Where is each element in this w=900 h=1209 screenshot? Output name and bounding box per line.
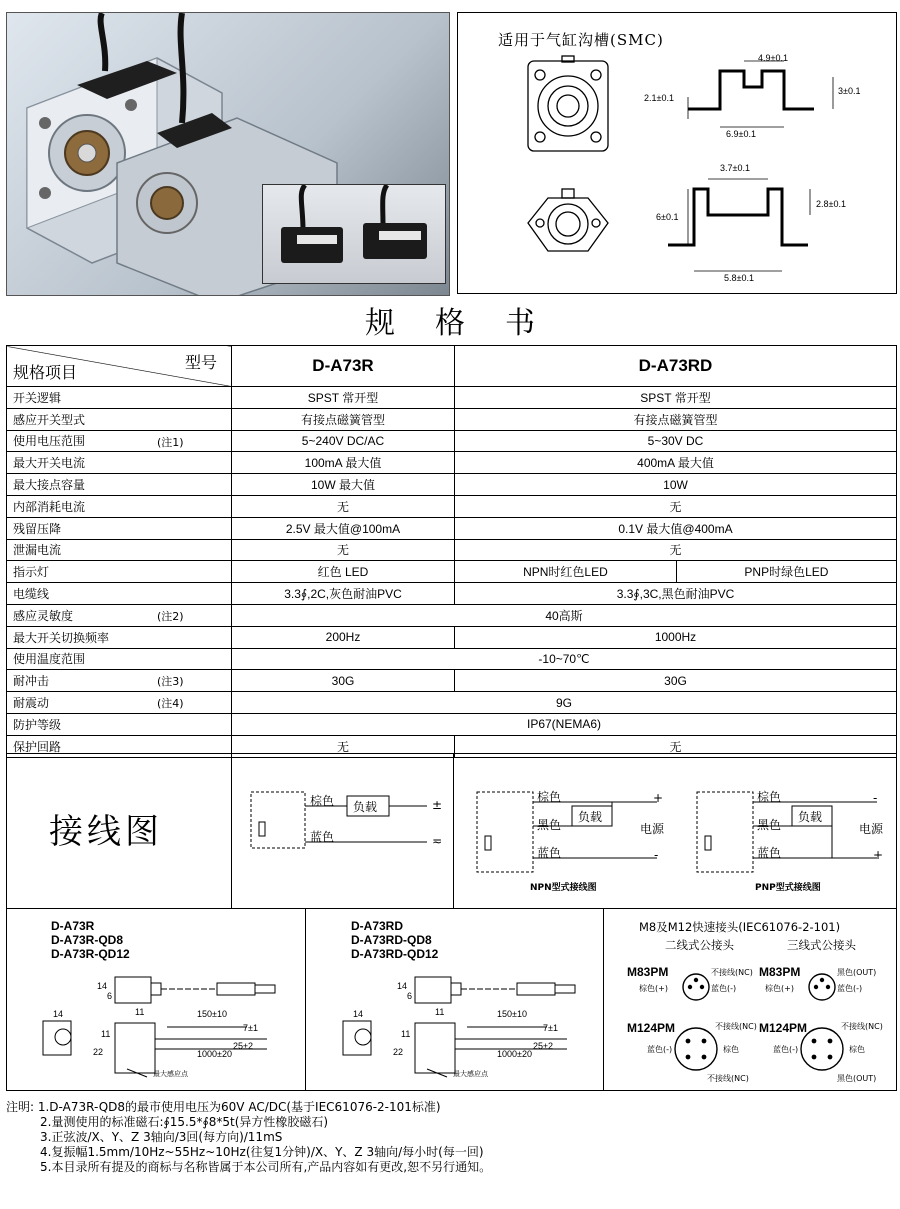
spec-label	[7, 626, 232, 648]
b-dim-11: 11	[435, 1007, 445, 1017]
groove-dimension-drawings	[458, 13, 895, 292]
smc-groove-panel	[457, 12, 897, 294]
b-max-point: 最大感应点	[453, 1071, 488, 1078]
dimension-section	[6, 909, 897, 1091]
spec-label	[7, 648, 232, 670]
table-corner-header	[7, 346, 232, 387]
spec-label-text: 使用电压范围	[13, 434, 86, 449]
model-a-3: D-A73R-QD12	[51, 947, 130, 961]
spec-value-a: 10W 最大值	[232, 474, 455, 496]
spec-row	[7, 452, 897, 474]
a-dim-150: 150±10	[197, 1009, 227, 1019]
a-dim-7: 7±1	[243, 1023, 258, 1033]
spec-value-a: 红色 LED	[232, 561, 455, 583]
a-dim-22: 22	[93, 1047, 104, 1057]
spec-label	[7, 452, 232, 474]
spec-value-shared: IP67(NEMA6)	[232, 713, 897, 735]
b-dim-14-top: 14	[397, 981, 408, 991]
spec-value-b: 无	[455, 495, 897, 517]
spec-table	[6, 345, 897, 758]
power-pnp: 电源	[859, 822, 884, 836]
wire-brown-pnp: 棕色	[757, 790, 782, 804]
spec-value-b: 无	[455, 735, 897, 757]
spec-label	[7, 517, 232, 539]
spec-label-text: 耐震动	[13, 696, 50, 711]
spec-label	[7, 692, 232, 714]
sensor-dimension-drawings	[7, 909, 603, 1090]
wire-blue-pnp: 蓝色	[757, 846, 782, 860]
ac-minus: ≂	[432, 834, 443, 848]
spec-value-b1: NPN时红色LED	[455, 561, 677, 583]
connector-pinouts	[604, 909, 896, 1090]
pin-brown-a: 棕色(+)	[639, 984, 668, 993]
power-npn: 电源	[640, 822, 665, 836]
a-dim-25: 25±2	[233, 1041, 253, 1051]
wire-black-pnp: 黑色	[757, 818, 782, 832]
spec-label-text: 指示灯	[13, 565, 50, 580]
spec-row	[7, 430, 897, 452]
two-wire-title: 二线式公接头	[665, 938, 734, 952]
spec-label	[7, 670, 232, 692]
pnp-minus: -	[873, 791, 878, 805]
spec-row	[7, 408, 897, 430]
wire-black-npn: 黑色	[537, 818, 562, 832]
pin-blue-a: 蓝色(-)	[711, 984, 737, 993]
model-a-1: D-A73R	[51, 919, 95, 933]
spec-note: (注2)	[157, 609, 184, 623]
spec-label	[7, 430, 232, 452]
spec-note: (注3)	[157, 675, 184, 689]
spec-label-text: 内部消耗电流	[13, 499, 86, 514]
pin-brown-b: 棕色(+)	[765, 984, 794, 993]
ac-plus: ±	[432, 798, 443, 812]
load-npn: 负载	[578, 810, 603, 824]
header-item: 规格项目	[13, 363, 78, 382]
note-2: 2.量测使用的标准磁石:∮15.5*∮8*5t(异方性橡胶磁石)	[40, 1115, 329, 1129]
spec-label-text: 最大接点容量	[13, 478, 86, 493]
pin-nc-c2: 不接线(NC)	[707, 1074, 749, 1083]
spec-label-text: 感应开关型式	[13, 412, 86, 427]
dim-4-9: 4.9±0.1	[758, 53, 788, 63]
dim-5-8: 5.8±0.1	[724, 273, 754, 283]
pin-nc-a: 不接线(NC)	[711, 968, 753, 977]
spec-value-a: 30G	[232, 670, 455, 692]
spec-note: (注4)	[157, 697, 184, 711]
spec-label	[7, 539, 232, 561]
pnp-caption: PNP型式接线图	[755, 883, 821, 893]
pin-brown-c: 棕色	[723, 1045, 739, 1054]
pin-blue-b: 蓝色(-)	[837, 984, 863, 993]
spec-row	[7, 713, 897, 735]
b-dim-11b: 11	[401, 1029, 411, 1039]
header-model: 型号	[184, 353, 217, 372]
spec-label	[7, 583, 232, 605]
spec-row	[7, 626, 897, 648]
npn-plus: +	[653, 791, 664, 805]
spec-value-a: 2.5V 最大值@100mA	[232, 517, 455, 539]
pin-nc-d: 不接线(NC)	[841, 1022, 883, 1031]
spec-label	[7, 408, 232, 430]
model-a-header: D-A73R	[232, 346, 455, 387]
pin-blue-c: 蓝色(-)	[647, 1045, 673, 1054]
spec-row	[7, 692, 897, 714]
a-dim-1000: 1000±20	[197, 1049, 232, 1059]
spec-row	[7, 561, 897, 583]
pin-blue-d: 蓝色(-)	[773, 1045, 799, 1054]
note-3: 3.正弦波/X、Y、Z 3轴向/3回(每方向)/11mS	[40, 1130, 283, 1144]
spec-label-text: 最大开关切换频率	[13, 630, 110, 645]
spec-value-a: 无	[232, 735, 455, 757]
spec-value-a: 3.3∮,2C,灰色耐油PVC	[232, 583, 455, 605]
m124pm-b: M124PM	[759, 1021, 808, 1035]
spec-value-shared: -10~70℃	[232, 648, 897, 670]
spec-value-b: SPST 常开型	[455, 387, 897, 409]
spec-value-b: 30G	[455, 670, 897, 692]
spec-label-text: 最大开关电流	[13, 456, 86, 471]
spec-row	[7, 648, 897, 670]
a-max-point: 最大感应点	[153, 1071, 188, 1078]
load-pnp: 负载	[798, 810, 823, 824]
b-dim-6: 6	[407, 991, 413, 1001]
b-dim-14: 14	[353, 1009, 364, 1019]
spec-label-text: 保护回路	[13, 739, 62, 754]
sensor-inset-photo	[262, 184, 446, 284]
load-a: 负载	[353, 800, 378, 814]
spec-label	[7, 495, 232, 517]
spec-label	[7, 604, 232, 626]
model-b-3: D-A73RD-QD12	[351, 947, 439, 961]
model-b-1: D-A73RD	[351, 919, 404, 933]
model-a-2: D-A73R-QD8	[51, 933, 124, 947]
spec-value-shared: 40高斯	[232, 604, 897, 626]
document-title: 规格书	[365, 306, 575, 341]
pin-out-d: 黑色(OUT)	[837, 1074, 877, 1083]
pin-out-b: 黑色(OUT)	[837, 968, 877, 977]
spec-label-text: 感应灵敏度	[13, 608, 74, 623]
b-dim-25: 25±2	[533, 1041, 553, 1051]
dim-3: 3±0.1	[838, 86, 861, 96]
a-dim-11: 11	[135, 1007, 145, 1017]
spec-row	[7, 604, 897, 626]
spec-value-b: 400mA 最大值	[455, 452, 897, 474]
b-dim-22: 22	[393, 1047, 404, 1057]
spec-label-text: 泄漏电流	[13, 543, 62, 558]
spec-label-text: 残留压降	[13, 521, 62, 536]
spec-row	[7, 474, 897, 496]
spec-label-text: 防护等级	[13, 717, 62, 732]
spec-label	[7, 474, 232, 496]
three-wire-title: 三线式公接头	[787, 938, 856, 952]
connector-title: M8及M12快速接头(IEC61076-2-101)	[639, 920, 841, 934]
a-dim-14: 14	[53, 1009, 64, 1019]
spec-value-b2: PNP时绿色LED	[676, 561, 896, 583]
spec-row	[7, 539, 897, 561]
m83pm-b: M83PM	[759, 965, 801, 979]
wiring-label: 接线图	[49, 812, 163, 852]
spec-row	[7, 387, 897, 409]
spec-value-a: 100mA 最大值	[232, 452, 455, 474]
spec-label-text: 耐冲击	[13, 674, 50, 689]
spec-label-text: 开关逻辑	[13, 390, 62, 405]
spec-value-b: 有接点磁簧管型	[455, 408, 897, 430]
b-dim-150: 150±10	[497, 1009, 527, 1019]
pin-nc-c1: 不接线(NC)	[715, 1022, 757, 1031]
spec-value-a: 有接点磁簧管型	[232, 408, 455, 430]
spec-value-a: 无	[232, 539, 455, 561]
wire-blue-a: 蓝色	[310, 830, 335, 844]
spec-row	[7, 495, 897, 517]
spec-label	[7, 387, 232, 409]
b-dim-1000: 1000±20	[497, 1049, 532, 1059]
note-1: 注明: 1.D-A73R-QD8的最市使用电压为60V AC/DC(基于IEC61076-2-101标准)	[6, 1100, 441, 1114]
note-5: 5.本目录所有提及的商标与名称皆属于本公司所有,产品内容如有更改,恕不另行通知。	[40, 1160, 492, 1174]
m124pm-a: M124PM	[627, 1021, 676, 1035]
dim-2-1: 2.1±0.1	[644, 93, 674, 103]
spec-label-text: 电缆线	[13, 587, 50, 602]
notes-block	[6, 1100, 491, 1175]
spec-value-a: 无	[232, 495, 455, 517]
dim-3-7: 3.7±0.1	[720, 163, 750, 173]
smc-title: 适用于气缸沟槽(SMC)	[498, 31, 664, 49]
pnp-plus: +	[873, 848, 884, 862]
spec-value-b: 3.3∮,3C,黑色耐油PVC	[455, 583, 897, 605]
spec-row	[7, 517, 897, 539]
wire-blue-npn: 蓝色	[537, 846, 562, 860]
wiring-section	[6, 753, 897, 909]
model-b-2: D-A73RD-QD8	[351, 933, 432, 947]
pin-brown-d: 棕色	[849, 1045, 865, 1054]
spec-label	[7, 561, 232, 583]
b-dim-7: 7±1	[543, 1023, 558, 1033]
spec-value-a: SPST 常开型	[232, 387, 455, 409]
spec-row	[7, 583, 897, 605]
spec-value-a: 200Hz	[232, 626, 455, 648]
spec-value-b: 1000Hz	[455, 626, 897, 648]
spec-value-b: 无	[455, 539, 897, 561]
spec-value-b: 10W	[455, 474, 897, 496]
npn-minus: -	[654, 848, 659, 862]
spec-value-b: 0.1V 最大值@400mA	[455, 517, 897, 539]
spec-label-text: 使用温度范围	[13, 652, 86, 667]
a-dim-11b: 11	[101, 1029, 111, 1039]
wire-brown-npn: 棕色	[537, 790, 562, 804]
npn-caption: NPN型式接线图	[530, 883, 597, 893]
dim-6: 6±0.1	[656, 212, 679, 222]
a-dim-14-top: 14	[97, 981, 108, 991]
spec-value-a: 5~240V DC/AC	[232, 430, 455, 452]
spec-row	[7, 670, 897, 692]
a-dim-6: 6	[107, 991, 113, 1001]
note-4: 4.复振幅1.5mm/10Hz~55Hz~10Hz(往复1分钟)/X、Y、Z 3轴向/每小时(每一回)	[40, 1145, 484, 1159]
dim-6-9: 6.9±0.1	[726, 129, 756, 139]
wire-brown-a: 棕色	[310, 794, 335, 808]
model-b-header: D-A73RD	[455, 346, 897, 387]
spec-value-b: 5~30V DC	[455, 430, 897, 452]
spec-note: (注1)	[157, 435, 184, 449]
spec-value-shared: 9G	[232, 692, 897, 714]
m83pm-a: M83PM	[627, 965, 669, 979]
dim-2-8: 2.8±0.1	[816, 199, 846, 209]
spec-label	[7, 713, 232, 735]
